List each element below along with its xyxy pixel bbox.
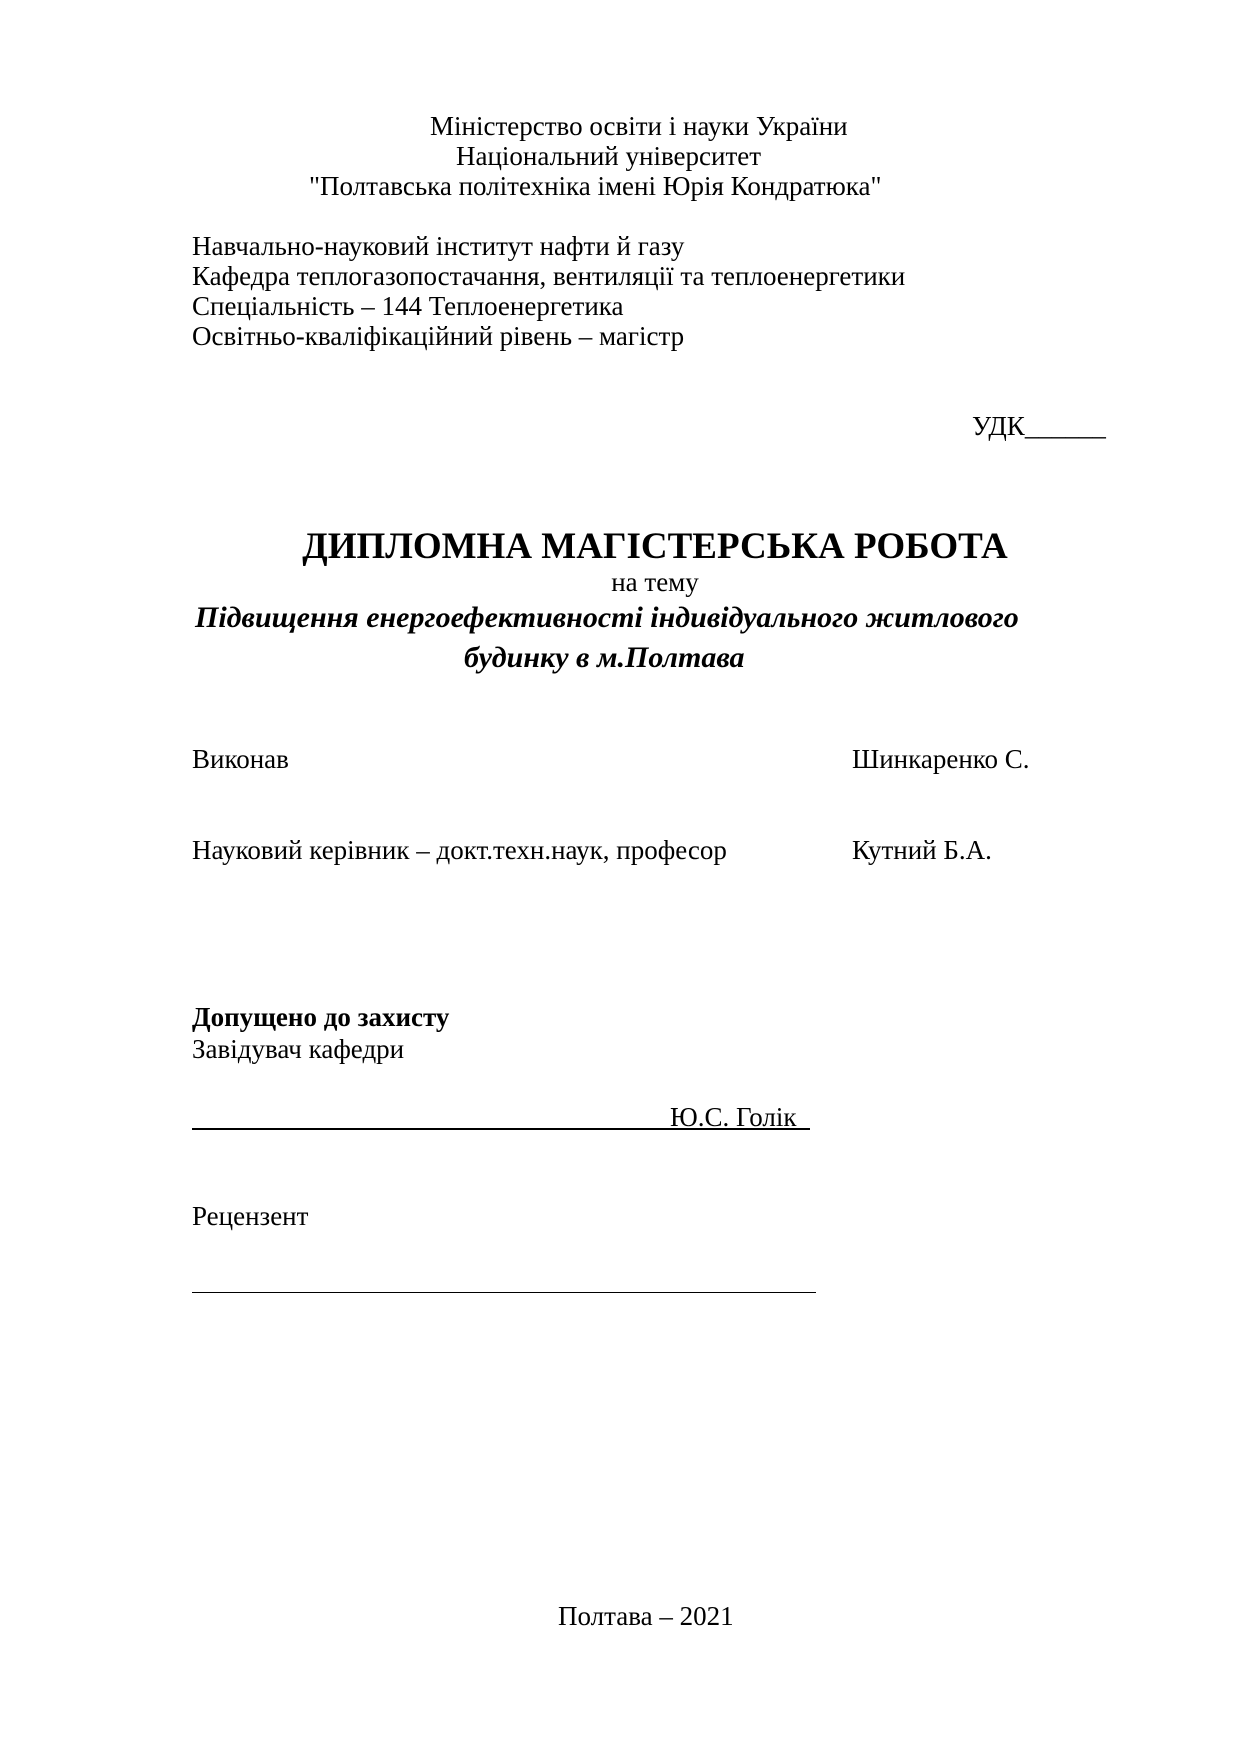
supervisor-label: Науковий керівник – докт.техн.наук, професор — [192, 835, 727, 865]
admitted-heading: Допущено до захисту — [192, 1002, 450, 1032]
head-of-department-name: Ю.С. Голік — [670, 1102, 797, 1132]
reviewer-label: Рецензент — [192, 1201, 309, 1231]
specialty-line: Спеціальність – 144 Теплоенергетика — [192, 291, 624, 321]
ministry-line: Міністерство освіти і науки України — [430, 111, 848, 141]
performed-by-label: Виконав — [192, 744, 289, 774]
university-line-1: Національний університет — [456, 141, 762, 171]
qualification-level-line: Освітньо-кваліфікаційний рівень – магістр — [192, 321, 685, 351]
department-line: Кафедра теплогазопостачання, вентиляції та теплоенергетики — [192, 261, 906, 291]
university-line-2: "Полтавська політехніка імені Юрія Кондратюка" — [309, 171, 882, 201]
city-year: Полтава – 2021 — [558, 1601, 734, 1631]
reviewer-signature-line — [192, 1292, 816, 1293]
institute-line: Навчально-науковий інститут нафти й газу — [192, 231, 685, 261]
supervisor-name: Кутний Б.А. — [852, 835, 992, 865]
performed-by-name: Шинкаренко С. — [852, 744, 1030, 774]
head-of-department-label: Завідувач кафедри — [192, 1034, 405, 1064]
udc-field: УДК______ — [972, 411, 1106, 441]
thesis-topic-line-1: Підвищення енергоефективності індивідуального житлового — [195, 601, 1019, 634]
thesis-title: ДИПЛОМНА МАГІСТЕРСЬКА РОБОТА — [302, 526, 1008, 567]
thesis-subtitle: на тему — [611, 567, 699, 597]
thesis-topic-line-2: будинку в м.Полтава — [464, 641, 745, 674]
